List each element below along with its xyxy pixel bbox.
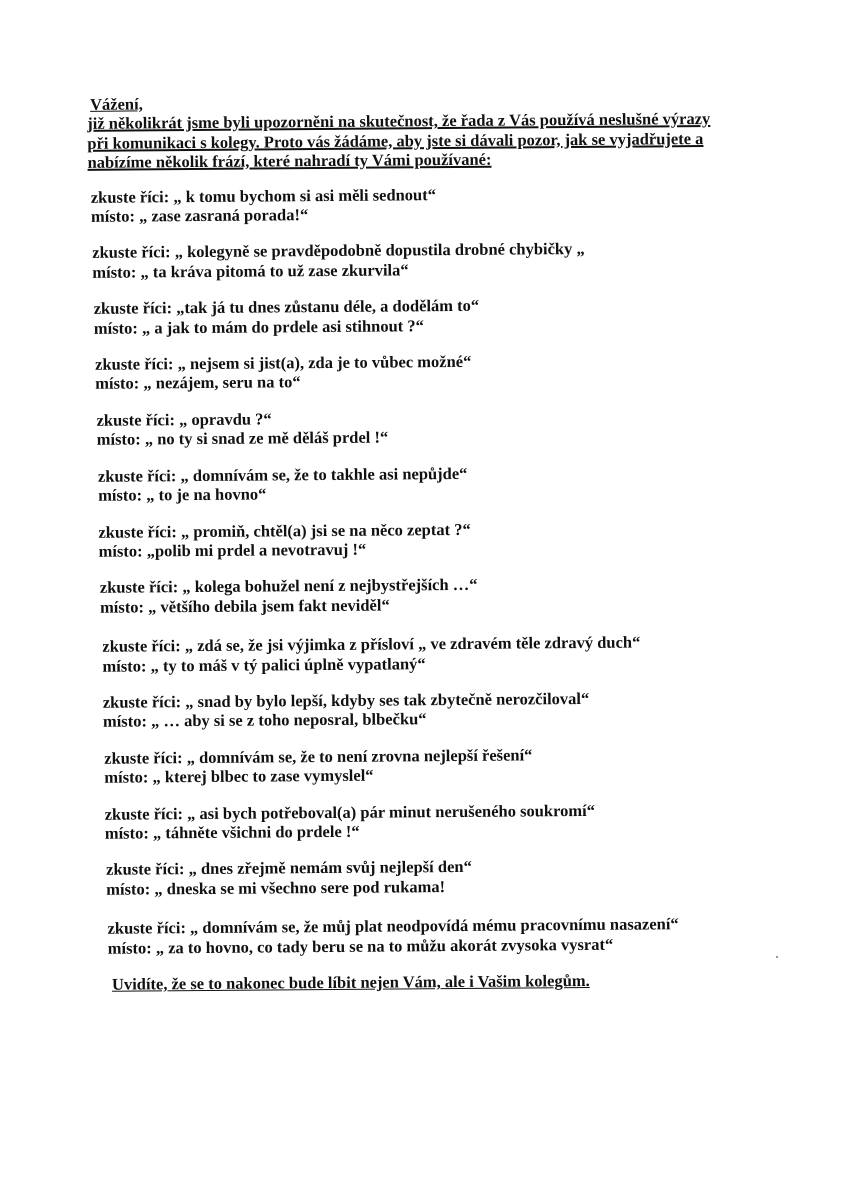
phrase-pair <box>100 573 774 617</box>
phrase-instead: místo: „ zase zasraná porada!“ <box>90 205 309 226</box>
closing-line: Uvidíte, že se to nakonec bude líbit nejen Vám, ale i Vašim kolegům. <box>111 970 590 994</box>
phrase-say: zkuste říci: „ kolegyně se pravděpodobně dopustila drobné chybičky „ <box>92 239 585 263</box>
phrase-list <box>71 182 777 958</box>
phrase-instead: místo: „ za to hovno, co tady beru se na to můžu akorát zvysoka vysrat“ <box>107 934 614 958</box>
phrase-say: zkuste říci: „ promiň, chtěl(a) jsi se na něco zeptat ?“ <box>98 519 471 542</box>
intro-line: nabízíme několik frází, které nahradí ty Vámi používané: <box>87 149 492 173</box>
phrase-pair <box>107 914 776 958</box>
phrase-say: zkuste říci: „ domnívám se, že můj plat neodpovídá mému pracovnímu nasazení“ <box>107 914 679 938</box>
phrase-instead: místo: „ … aby si se z toho neposral, blbečku“ <box>102 709 427 732</box>
phrase-pair <box>95 350 772 394</box>
phrase-instead: místo: „ kterej blbec to zase vymyslel“ <box>104 765 374 787</box>
phrase-instead: místo: „ a jak to mám do prdele asi stihnout ?“ <box>93 315 424 338</box>
phrase-instead: místo: „polib mi prdel a nevotravuj !“ <box>98 539 367 561</box>
phrase-say: zkuste říci: „tak já tu dnes zůstanu déle, a dodělám to“ <box>93 296 480 319</box>
phrase-pair <box>98 517 773 561</box>
phrase-instead: místo: „ ta kráva pitomá to už zase zkurvila“ <box>92 260 409 282</box>
phrase-say: zkuste říci: „ opravdu ?“ <box>96 409 272 430</box>
phrase-pair <box>96 405 772 449</box>
memo-document <box>70 90 777 995</box>
phrase-say: zkuste říci: „ snad by bylo lepší, kdyby ses tak zbytečně nerozčiloval“ <box>102 688 590 712</box>
phrase-pair <box>94 294 772 338</box>
phrase-instead: místo: „ ty to máš v tý palici úplně vypatlaný“ <box>102 653 426 676</box>
phrase-say: zkuste říci: „ nejsem si jist(a), zda je to vůbec možné“ <box>95 351 472 374</box>
scan-speck <box>776 956 778 958</box>
phrase-say: zkuste říci: „ domnívám se, že to takhle asi nepůjde“ <box>97 463 468 486</box>
phrase-instead: místo: „ nezájem, seru na to“ <box>95 372 301 394</box>
phrase-pair <box>105 799 776 843</box>
phrase-say: zkuste říci: „ zdá se, že jsi výjimka z přísloví „ ve zdravém těle zdravý duch“ <box>102 632 641 656</box>
phrase-instead: místo: „ dneska se mi všechno sere pod rukama! <box>106 876 446 899</box>
phrase-instead: místo: „ většího debila jsem fakt neviděl“ <box>99 595 390 617</box>
intro-paragraph <box>87 109 752 172</box>
phrase-pair <box>92 238 771 282</box>
phrase-say: zkuste říci: „ asi bych potřeboval(a) pár minut nerušeného soukromí“ <box>104 800 595 824</box>
phrase-pair <box>102 632 774 676</box>
intro-line: při komunikaci s kolegy. Proto vás žádáme, aby jste si dávali pozor, jak se vyjadřujete a <box>87 128 704 153</box>
phrase-instead: místo: „ táhněte všichni do prdele !“ <box>104 821 360 843</box>
phrase-say: zkuste říci: „ dnes zřejmě nemám svůj nejlepší den“ <box>106 857 472 880</box>
phrase-pair <box>91 182 771 226</box>
phrase-instead: místo: „ no ty si snad ze mě děláš prdel !“ <box>96 427 389 450</box>
greeting: Vážení, <box>89 94 143 114</box>
phrase-say: zkuste říci: „ domnívám se, že to není zrovna nejlepší řešení“ <box>104 745 533 768</box>
phrase-pair <box>106 855 776 899</box>
phrase-say: zkuste říci: „ k tomu bychom si asi měli sednout“ <box>90 184 437 207</box>
phrase-pair <box>98 461 773 505</box>
phrase-pair <box>103 687 775 731</box>
intro-line: již několikrát jsme byli upozorněni na skutečnost, že řada z Vás používá neslušné výrazy <box>87 109 711 134</box>
phrase-say: zkuste říci: „ kolega bohužel není z nejbystřejších …“ <box>99 575 478 598</box>
phrase-pair <box>104 743 775 787</box>
phrase-instead: místo: „ to je na hovno“ <box>98 484 267 505</box>
